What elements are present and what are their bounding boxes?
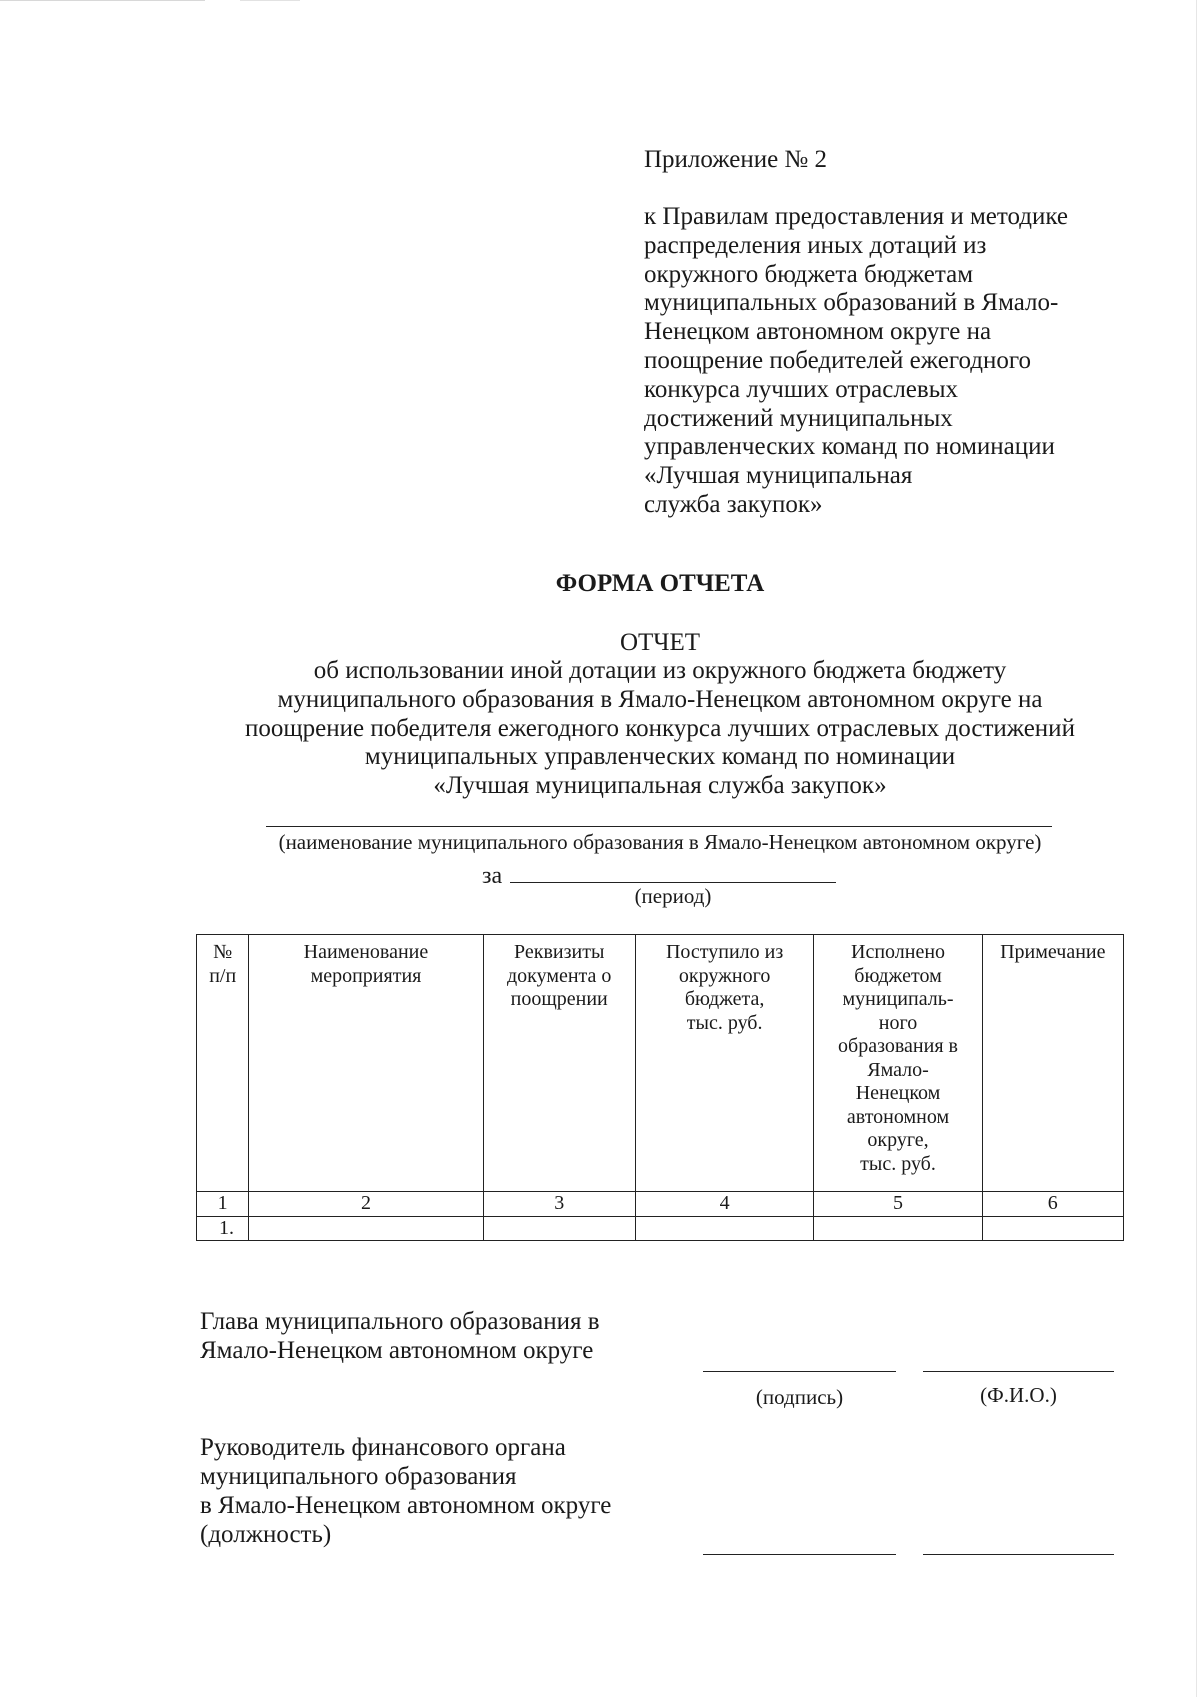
column-number: 1 <box>197 1192 249 1217</box>
scan-artifact <box>240 0 300 1</box>
table-cell[interactable] <box>635 1216 814 1241</box>
header-document-details: Реквизиты документа о поощрении <box>483 935 635 1192</box>
table-cell[interactable] <box>249 1216 483 1241</box>
appendix-title: Приложение № 2 <box>644 146 828 173</box>
signature-fill-line[interactable] <box>703 1371 896 1372</box>
appendix-line: к Правилам предоставления и методике <box>644 203 1068 230</box>
report-title: ОТЧЕТ <box>619 629 701 656</box>
appendix-line: окружного бюджета бюджетам <box>644 260 974 288</box>
header-note: Примечание <box>982 935 1123 1192</box>
municipality-caption: (наименование муниципального образования в Ямало-Ненецком автономном округе) <box>278 830 1042 854</box>
signatory-line: Ямало-Ненецком автономном округе <box>200 1337 594 1364</box>
signature-fill-line[interactable] <box>703 1554 896 1555</box>
scan-artifact <box>0 0 205 1</box>
appendix-line: «Лучшая муниципальная <box>644 462 913 490</box>
appendix-line: достижений муниципальных <box>644 404 953 432</box>
finance-signatory <box>200 1433 611 1549</box>
period-prefix: за <box>482 863 503 889</box>
report-subtitle-line: об использовании иной дотации из окружного бюджета бюджету <box>313 657 1007 684</box>
period-fill-line[interactable] <box>510 882 836 883</box>
column-number: 4 <box>635 1192 814 1217</box>
appendix-line: конкурса лучших отраслевых <box>644 375 958 403</box>
head-signatory <box>200 1307 600 1365</box>
name-fill-line[interactable] <box>923 1371 1114 1372</box>
table-header-row <box>197 935 1124 1192</box>
signatory-line: Глава муниципального образования в <box>200 1308 600 1335</box>
name-fill-line[interactable] <box>923 1554 1114 1555</box>
report-subtitle-line: «Лучшая муниципальная служба закупок» <box>433 772 887 800</box>
report-subtitle <box>200 657 1120 801</box>
appendix-description <box>644 203 1164 520</box>
table-cell[interactable] <box>483 1216 635 1241</box>
column-number: 5 <box>814 1192 982 1217</box>
appendix-line: служба закупок» <box>644 490 823 518</box>
report-subtitle-line: поощрение победителя ежегодного конкурса лучших отраслевых достижений <box>245 714 1075 742</box>
appendix-line: муниципальных образований в Ямало- <box>644 289 1059 317</box>
header-executed: Исполнено бюджетом муниципаль- ного образования в Ямало- Ненецком автономном округе, тыс. руб. <box>814 935 982 1192</box>
table-cell[interactable] <box>814 1216 982 1241</box>
table-cell[interactable]: 1. <box>197 1216 249 1241</box>
table-numbering-row <box>197 1192 1124 1217</box>
appendix-line: Ненецком автономном округе на <box>644 318 992 346</box>
appendix-line: управленческих команд по номинации <box>644 433 1055 461</box>
form-title: ФОРМА ОТЧЕТА <box>555 570 765 597</box>
signature-caption: (подпись) <box>755 1385 844 1409</box>
period-caption: (период) <box>634 884 712 908</box>
report-subtitle-line: муниципального образования в Ямало-Ненецком автономном округе на <box>277 685 1043 713</box>
header-event-name: Наименование мероприятия <box>249 935 483 1192</box>
scan-edge <box>1196 0 1197 1697</box>
name-caption: (Ф.И.О.) <box>980 1383 1057 1407</box>
table-row <box>197 1216 1124 1241</box>
appendix-line: поощрение победителей ежегодного <box>644 346 1031 374</box>
signatory-line: (должность) <box>200 1521 332 1548</box>
column-number: 3 <box>483 1192 635 1217</box>
table-cell[interactable] <box>982 1216 1123 1241</box>
signatory-line: Руководитель финансового органа <box>200 1434 566 1461</box>
report-table <box>196 934 1124 1241</box>
header-received: Поступило из окружного бюджета, тыс. руб. <box>635 935 814 1192</box>
column-number: 2 <box>249 1192 483 1217</box>
column-number: 6 <box>982 1192 1123 1217</box>
signatory-line: в Ямало-Ненецком автономном округе <box>200 1492 612 1519</box>
signatory-line: муниципального образования <box>200 1463 517 1490</box>
report-subtitle-line: муниципальных управленческих команд по номинации <box>364 743 956 771</box>
appendix-line: распределения иных дотаций из <box>644 231 987 259</box>
municipality-fill-line[interactable] <box>266 826 1052 827</box>
header-number: № п/п <box>197 935 249 1192</box>
